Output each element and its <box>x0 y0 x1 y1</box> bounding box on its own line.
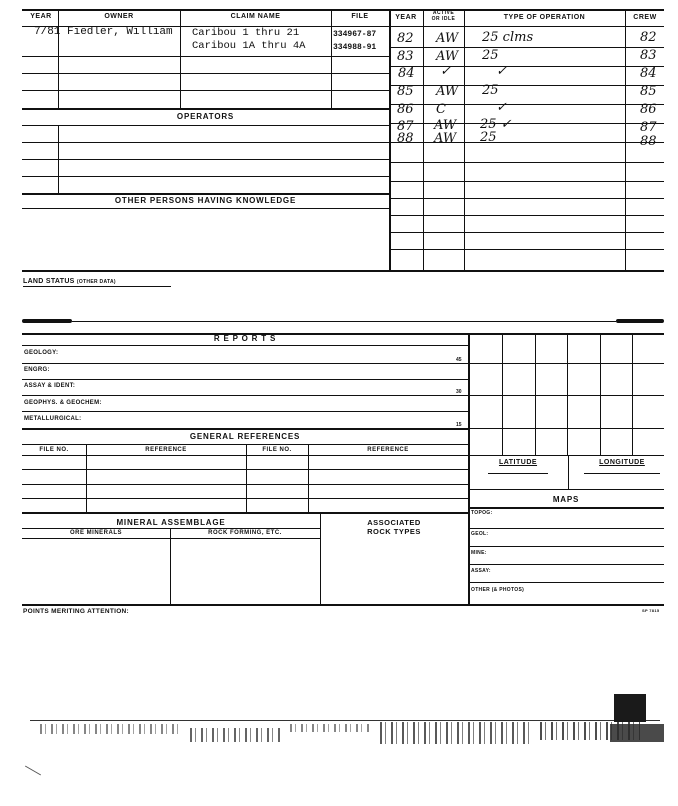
activity-crew-3: 84 <box>640 66 657 81</box>
activity-status-2: AW <box>436 49 459 64</box>
activity-year-5: 86 <box>397 102 414 117</box>
activity-status-1: AW <box>436 31 459 46</box>
activity-status-7: AW <box>434 131 457 146</box>
report-engrg: ENGRG: <box>24 367 50 373</box>
map-topog: TOPOG: <box>471 510 493 516</box>
activity-crew-1: 82 <box>640 30 657 45</box>
report-assay-num: 30 <box>456 389 462 395</box>
map-other: OTHER (& PHOTOS) <box>471 587 525 593</box>
activity-status-4: AW <box>436 84 459 99</box>
activity-crew-2: 83 <box>640 48 657 63</box>
report-metallurgical-num: 15 <box>456 422 462 428</box>
ref-reference-header: REFERENCE <box>145 447 187 453</box>
activity-crew-7: 88 <box>640 134 657 149</box>
activity-year-4: 85 <box>397 84 414 99</box>
associated-rock-types-header: ASSOCIATED ROCK TYPES <box>367 518 421 536</box>
report-geology-num: 45 <box>456 357 462 363</box>
activity-status-5: C <box>436 102 446 117</box>
report-geology: GEOLOGY: <box>24 350 59 356</box>
activity-type-4: 25 <box>482 83 499 98</box>
mineral-assemblage-title: MINERAL ASSEMBLAGE <box>116 518 226 527</box>
maps-title: MAPS <box>552 495 580 504</box>
header-file: FILE <box>351 13 369 20</box>
activity-crew-4: 85 <box>640 84 657 99</box>
points-meriting-attention-label: POINTS MERITING ATTENTION: <box>23 608 130 615</box>
activity-year-2: 83 <box>397 49 414 64</box>
activity-crew-5: 86 <box>640 102 657 117</box>
activity-status-6: AW <box>434 118 457 133</box>
map-geol: GEOL: <box>471 531 489 537</box>
header-year: YEAR <box>30 13 52 20</box>
map-assay: ASSAY: <box>471 568 491 574</box>
activity-type-1: 25 clms <box>482 30 534 45</box>
header-active-or-idle: ACTIVE OR IDLE <box>431 10 456 22</box>
ref-file-no-header: FILE NO. <box>39 447 69 453</box>
claim-name-entry-2: Caribou 1A thru 4A <box>192 40 306 52</box>
activity-year-6: 87 <box>397 119 414 134</box>
other-persons-label: OTHER PERSONS HAVING KNOWLEDGE <box>114 196 297 205</box>
land-status-label: LAND STATUS (OTHER DATA) <box>23 278 116 285</box>
header-owner: OWNER <box>104 13 134 20</box>
activity-year-1: 82 <box>397 31 414 46</box>
longitude-label: LONGITUDE <box>599 459 645 466</box>
report-metallurgical: METALLURGICAL: <box>24 416 82 422</box>
latitude-label: LATITUDE <box>498 459 538 466</box>
form-number: SP 7815 <box>642 608 660 613</box>
activity-year-7: 88 <box>397 131 414 146</box>
reports-title: R E P O R T S <box>213 334 277 343</box>
operators-label: OPERATORS <box>176 112 235 121</box>
activity-type-3: ✓ <box>496 64 507 79</box>
activity-type-6: 25 ✓ <box>480 117 512 132</box>
ore-minerals-header: ORE MINERALS <box>69 530 122 536</box>
ref-reference-header-2: REFERENCE <box>367 447 409 453</box>
header-crew: CREW <box>633 14 657 21</box>
ref-file-no-header-2: FILE NO. <box>262 447 292 453</box>
file-entry-1: 334967-87 <box>333 30 377 39</box>
activity-year-3: 84 <box>398 66 415 81</box>
header-year-2: YEAR <box>395 14 417 21</box>
header-claim-name: CLAIM NAME <box>230 13 281 20</box>
year-owner-entry: 7/81 Fiedler, William <box>34 26 173 38</box>
activity-crew-6: 87 <box>640 120 657 135</box>
rock-forming-header: ROCK FORMING, ETC. <box>208 530 282 536</box>
activity-type-7: 25 <box>480 130 497 145</box>
activity-type-5: ✓ <box>496 100 507 115</box>
file-entry-2: 334988-91 <box>333 43 377 52</box>
header-type-of-operation: TYPE OF OPERATION <box>503 14 586 21</box>
activity-status-3: ✓ <box>440 64 451 79</box>
report-geophys: GEOPHYS. & GEOCHEM: <box>24 400 102 406</box>
report-assay: ASSAY & IDENT: <box>24 383 76 389</box>
map-mine: MINE: <box>471 550 487 556</box>
general-references-title: GENERAL REFERENCES <box>189 432 301 441</box>
claim-name-entry-1: Caribou 1 thru 21 <box>192 27 300 39</box>
activity-type-2: 25 <box>482 48 499 63</box>
